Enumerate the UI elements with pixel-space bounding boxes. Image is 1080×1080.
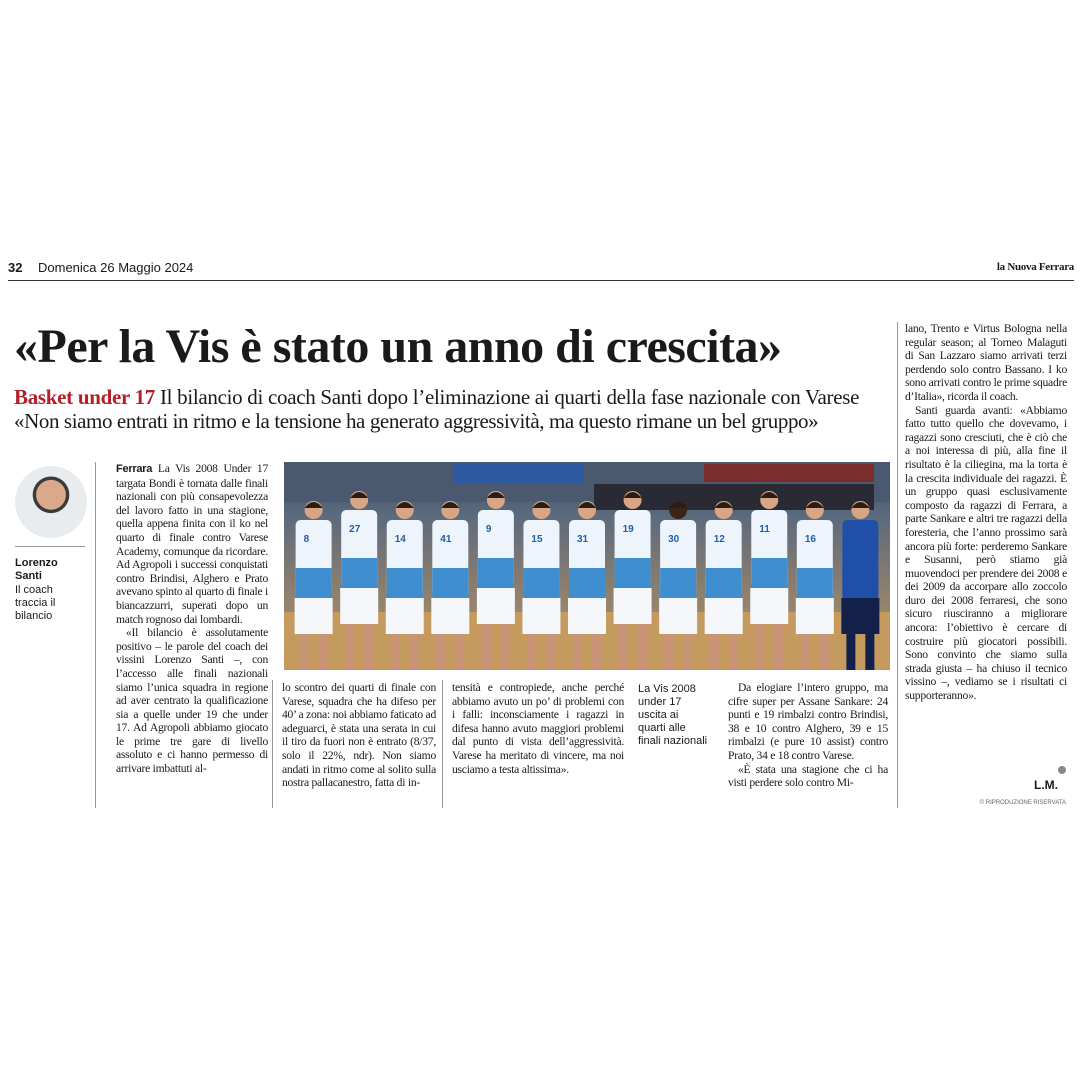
deck-line (14, 386, 894, 409)
jersey-number: 15 (531, 534, 543, 545)
jersey-number: 16 (804, 534, 816, 545)
page-number: 32 (8, 260, 23, 275)
paragraph: lo scontro dei quarti di finale con Varese, squadra che ha difeso per 40’ a zona: noi abbiamo faticato ad adeguarci, è stata una serata in cui il tiro da fuori non è entrato (8/37, solo il 22%, ndr). Non siamo andati in ritmo come al solito sulla nostra pallacanestro, fatta di in- (282, 681, 436, 790)
deck: Il bilancio di coach Santi dopo l’eliminazione ai quarti della fase nazionale con Varese (159, 385, 860, 409)
team-photo-illustration (284, 462, 890, 670)
jersey-number: 41 (440, 534, 452, 545)
newspaper-name: la Nuova Ferrara (996, 261, 1074, 273)
paragraph: lano, Trento e Virtus Bologna nella regular season; al Torneo Malaguti di San Lazzaro siamo arrivati terzi perdendo solo contro Bassano. I ko sono arrivati contro le prime squadre d’Italia», ricorda il coach. (905, 322, 1067, 403)
team-photo (284, 462, 890, 670)
headline: «Per la Vis è stato un anno di crescita» (14, 320, 782, 373)
article-column-4 (728, 681, 888, 790)
kicker: Basket under 17 (14, 385, 155, 409)
jersey-number: 30 (668, 534, 680, 545)
issue-date: Domenica 26 Maggio 2024 (38, 260, 194, 275)
article-column-2 (282, 681, 436, 790)
coach-portrait (15, 466, 87, 538)
portrait-caption: Il coach traccia il bilancio (15, 584, 56, 622)
jersey-number: 8 (303, 534, 310, 545)
dateline: Ferrara (116, 463, 153, 475)
column-rule (442, 680, 443, 808)
subheadline: «Non siamo entrati in ritmo e la tensione ha generato aggressività, ma questo rimane un bel gruppo» (14, 409, 819, 433)
column-rule (95, 462, 96, 808)
jersey-number: 12 (713, 534, 725, 545)
jersey-number: 11 (759, 524, 770, 535)
column-rule (272, 680, 273, 808)
paragraph: tensità e contropiede, anche perché abbiamo avuto un po’ di problemi con i falli: inconsciamente i ragazzi in difesa hanno avuto maggiori problemi dal punto di vista dell’aggressività. Varese ha meritato di vincere, ma noi usciamo a testa altissima». (452, 681, 624, 776)
end-bullet-icon (1058, 766, 1066, 774)
copyright-note: © RIPRODUZIONE RISERVATA (979, 800, 1066, 806)
column-rule (897, 322, 898, 808)
jersey-number: 19 (622, 524, 634, 535)
portrait-name: Lorenzo Santi (15, 557, 58, 582)
masthead (8, 260, 1074, 281)
author-signature: L.M. (1034, 778, 1058, 792)
jersey-number: 27 (349, 524, 361, 535)
paragraph: Da elogiare l’intero gruppo, ma cifre super per Assane Sankare: 24 punti e 19 rimbalzi contro Brindisi, 38 e 10 contro Alghero, 39 e 15 rimbalzi (e pure 10 assist) contro Prato, 34 e 18 contro Varese. (728, 681, 888, 762)
paragraph: Santi guarda avanti: «Abbiamo fatto tutto quello che dovevamo, i ragazzi sono cresciuti, che è ciò che a noi interessa di più, alla fine il risultato è la ciliegina, ma la torta è la crescita individuale dei ragazzi. È un gruppo quasi esclusivamente composto da ragazzi di Ferrara, a parte Sankare e altri tre ragazzi della foresteria, che l’anno prossimo sarà ancora più forte: perderemo Sankare e Susanni, però stiamo già muovendoci per prendere dei 2008 e dei 2009 da accorpare allo zoccolo duro dei 2008 ferraresi, che sono sicuro riusciranno a migliorare ancora: l’obiettivo è cercare di costruire più giocatori possibili. Sono convinto che siamo sulla strada giusta – ha chiuso il tecnico vissino –, vediamo se i risultati ci supporteranno». (905, 403, 1067, 703)
article-column-1: Ferrara La Vis 2008 Under 17 targata Bondi è tornata dalle finali nazionali con più consapevolezza del lavoro fatto in una stagione, quella appena finita con il ko nel quarto di finale contro Varese Academy, comunque da ricordare. Ad Agropoli i successi conquistati contro Brindisi, Alghero e Prato avevano spinto al quarto di finale i biancazzurri, superati dopo un match rognoso dai lombardi. «Il bilancio è assolutamente positivo – le parole del coach dei vissini Lorenzo Santi –, con l’accesso alle finali nazionali siamo l’unica squadra in regione ad aver centrato la qualificazione sia a quelle under 19 che under 17. Ad Agropoli abbiamo giocato le prime tre gare di livello assoluto e ci hanno permesso di arrivare imbattuti al- (116, 462, 268, 776)
jersey-number: 9 (485, 524, 492, 535)
jersey-number: 14 (394, 534, 406, 545)
article-column-3 (452, 681, 624, 776)
photo-caption: La Vis 2008 under 17 uscita ai quarti alle finali nazionali (638, 683, 708, 747)
paragraph: «Il bilancio è assolutamente positivo – le parole del coach dei vissini Lorenzo Santi –, con l’accesso alle finali nazionali siamo l’unica squadra in regione ad aver centrato la qualificazione sia a quelle under 19 che under 17. Ad Agropoli abbiamo giocato le prime tre gare di livello assoluto e ci hanno permesso di arrivare imbattuti al- (116, 626, 268, 776)
paragraph: «È stata una stagione che ci ha visti perdere solo contro Mi- (728, 762, 888, 790)
jersey-number: 31 (577, 534, 589, 545)
caption-divider (15, 546, 85, 547)
article-column-5 (905, 322, 1067, 703)
